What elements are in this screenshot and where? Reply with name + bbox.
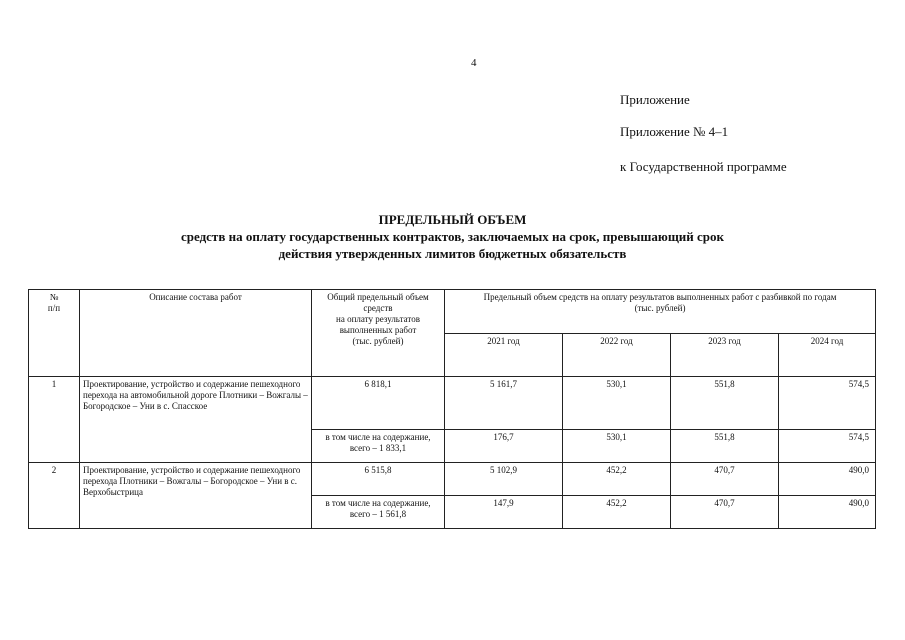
document-title: ПРЕДЕЛЬНЫЙ ОБЪЕМ [378, 212, 527, 227]
subrow-value-2024: 574,5 [779, 430, 876, 463]
row-total: 6 818,1 [312, 377, 445, 430]
document-subtitle-1: средств на оплату государственных контрактов, заключаемых на срок, превышающий срок [180, 229, 725, 244]
subrow-total: в том числе на содержание, всего – 1 833,1 [312, 430, 445, 463]
row-value-2024: 574,5 [779, 377, 876, 430]
subrow-value-2023: 551,8 [671, 430, 779, 463]
header-total: Общий предельный объем средств на оплату результатов выполненных работ (тыс. рублей) [312, 290, 445, 377]
subrow-value-2022: 530,1 [563, 430, 671, 463]
row-num: 2 [29, 463, 80, 529]
appendix-line-2: Приложение № 4–1 [620, 124, 729, 139]
subrow-value-2021: 147,9 [445, 496, 563, 529]
row-description: Проектирование, устройство и содержание пешеходного перехода на автомобильной дороге Плотники – Вожгалы – Богородское – Уни в с. Спасское [80, 377, 312, 463]
header-by-years: Предельный объем средств на оплату результатов выполненных работ с разбивкой по годам (тыс. рублей) [445, 290, 876, 334]
document-subtitle-2: действия утвержденных лимитов бюджетных обязательств [278, 246, 627, 261]
header-year-2021: 2021 год [445, 334, 563, 377]
header-year-2022: 2022 год [563, 334, 671, 377]
row-value-2022: 452,2 [563, 463, 671, 496]
row-total: 6 515,8 [312, 463, 445, 496]
subrow-value-2021: 176,7 [445, 430, 563, 463]
subrow-value-2022: 452,2 [563, 496, 671, 529]
table-row [29, 377, 876, 430]
header-year-2023: 2023 год [671, 334, 779, 377]
row-description: Проектирование, устройство и содержание пешеходного перехода Плотники – Вожгалы – Богородское – Уни в с. Верхобыстрица [80, 463, 312, 529]
subrow-total: в том числе на содержание, всего – 1 561,8 [312, 496, 445, 529]
subrow-value-2024: 490,0 [779, 496, 876, 529]
page-number: 4 [471, 57, 477, 69]
header-description: Описание состава работ [80, 290, 312, 377]
row-value-2021: 5 161,7 [445, 377, 563, 430]
appendix-line-3: к Государственной программе [620, 159, 787, 174]
subrow-value-2023: 470,7 [671, 496, 779, 529]
row-value-2023: 551,8 [671, 377, 779, 430]
budget-table [28, 289, 876, 529]
header-num: № п/п [29, 290, 80, 377]
row-value-2024: 490,0 [779, 463, 876, 496]
appendix-line-1: Приложение [620, 92, 690, 107]
row-value-2023: 470,7 [671, 463, 779, 496]
row-num: 1 [29, 377, 80, 463]
table-row [29, 463, 876, 496]
row-value-2021: 5 102,9 [445, 463, 563, 496]
row-value-2022: 530,1 [563, 377, 671, 430]
header-year-2024: 2024 год [779, 334, 876, 377]
